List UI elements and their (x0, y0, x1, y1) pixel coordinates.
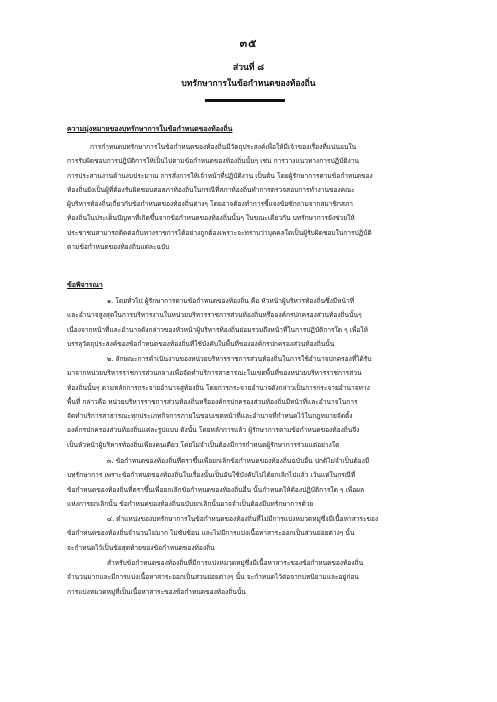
text-line: การกำหนดบทรักษาการในข้อกำหนดของท้องถิ่นมีวัตถุประสงค์เพื่อให้มีเจ้าของเรื่องที่แน่นอนใน (90, 143, 357, 151)
text-line: จะกำหนดไว้เป็นข้อสุดท้ายของข้อกำหนดของท้องถิ่น (67, 543, 215, 552)
text-line: ๔. ตำแหน่งของบทรักษาการในข้อกำหนดของท้องถิ่นที่ไม่มีการแบ่งหมวดหมู่ซึ่งมีเนื้อหาสาระของ (107, 515, 379, 523)
consideration-2 (67, 352, 437, 452)
text-line: ๑. โดยทั่วไป ผู้รักษาการตามข้อกำหนดของท้องถิ่น คือ หัวหน้าผู้บริหารท้องถิ่นซึ่งมีหน้าที่ (107, 297, 355, 305)
text-line: จัดทำบริการสาธารณะทุกประเภทกิจการภายในขอบเขตหน้าที่และอำนาจที่กำหนดไว้ในกฎหมายจัดตั้ง (67, 412, 353, 421)
text-line: การแบ่งหมวดหมู่ที่เป็นเนื้อหาสาระของข้อกำหนดของท้องถิ่นนั้น (67, 587, 246, 596)
text-line: องค์กรปกครองส่วนท้องถิ่นแต่ละรูปแบบ ดังนั้น โดยหลักการแล้ว ผู้รักษาการตามข้อกำหนดของท้องถิ่นจึง (67, 426, 360, 435)
text-line: ๒. ลักษณะการดำเนินงานของหน่วยบริหารราชการส่วนท้องถิ่นในการใช้อำนาจปกครองที่ได้รับ (107, 355, 372, 363)
text-line: แห่งการยกเลิกนั้น ข้อกำหนดของท้องถิ่นฉบับยกเลิกนั้นอาจจำเป็นต้องมีบทรักษาการด้วย (67, 499, 314, 508)
text-line: ประชาชนสามารถติดต่อกับทางราชการได้อย่างถูกต้องเพราะจะทราบว่าบุคคลใดเป็นผู้รับผิดชอบในการปฏิบัติ (67, 228, 372, 237)
text-line: ตามข้อกำหนดของท้องถิ่นแต่ละฉบับ (67, 243, 170, 252)
consideration-4-continued (67, 556, 437, 599)
chapter-label: ส่วนที่ ๘ (233, 63, 264, 73)
text-line: ท้องถิ่นในประเด็นปัญหาที่เกิดขึ้นจากข้อกำหนดของท้องถิ่นนั้นๆ ในขณะเดียวกัน บทรักษาการยังช่วยให้ (67, 214, 355, 223)
text-line: ผู้บริหารท้องถิ่นเกี่ยวกับข้อกำหนดของท้องถิ่นต่างๆ โดยอาจต้องทำการชี้แจงข้อซักถามจากสมาชิกสภา (67, 200, 353, 209)
text-line: ท้องถิ่นยังเป็นผู้ที่ต้องรับผิดชอบต่อสภาท้องถิ่นในกรณีที่สภาท้องถิ่นทำการตรวจสอบการทำงานของคณะ (67, 185, 355, 194)
consideration-1 (67, 294, 437, 351)
text-line: การประสานงานด้านงบประมาณ การสั่งการให้เจ้าหน้าที่ปฏิบัติงาน เป็นต้น โดยผู้รักษาการตามข้อกำหนดของ (67, 171, 373, 180)
section-heading-purpose: ความมุ่งหมายของบทรักษาการในข้อกำหนดของท้องถิ่น (67, 124, 233, 133)
text-line: เป็นหัวหน้าผู้บริหารท้องถิ่นเพียงคนเดียว โดยไม่จำเป็นต้องมีการกำหนดผู้รักษาการร่วมแต่อย่างใด (67, 440, 340, 449)
text-line: พื้นที่ กล่าวคือ หน่วยบริหารราชการส่วนท้องถิ่นหรือองค์กรปกครองส่วนท้องถิ่นมีหน้าที่และอำนาจในการ (67, 397, 358, 406)
text-line: และอำนาจสูงสุดในการบริหารงานในหน่วยบริหารราชการส่วนท้องถิ่นหรือองค์กรปกครองส่วนท้องถิ่นนั้นๆ (67, 311, 362, 320)
title-rule (205, 99, 285, 102)
text-line: ข้อกำหนดของท้องถิ่นที่ตราขึ้นเพื่อยกเลิกข้อกำหนดของท้องถิ่นอื่น นั้นกำหนดให้ต้องปฏิบัติการใด ๆ เพื่อผล (67, 485, 365, 494)
text-line: ๓. ข้อกำหนดของท้องถิ่นที่ตราขึ้นเพื่อยกเลิกข้อกำหนดของท้องถิ่นฉบับอื่น ปกติไม่จำเป็นต้องมี (107, 457, 370, 465)
text-line: บทรักษาการ เพราะข้อกำหนดของท้องถิ่นในเรื่องนั้นเป็นอันใช้บังคับไปได้ยกเลิกไปแล้ว เว้นแต่ในกรณีที่ (67, 471, 356, 480)
text-line: เนื่องจากหน้าที่และอำนาจดังกล่าวของหัวหน้าผู้บริหารท้องถิ่นย่อมรวมถึงหน้าที่ในการปฏิบัติการใด ๆ เพื่อให้ (67, 325, 368, 334)
text-line: จำนวนมากและมีการแบ่งเนื้อหาสาระออกเป็นส่วนย่อยต่างๆ นั้น จะกำหนดไว้ต่อจากบทนิยามและอยู่ก่อน (67, 573, 359, 582)
text-line: การรับผิดชอบการปฏิบัติการให้เป็นไปตามข้อกำหนดของท้องถิ่นนั้นๆ เช่น การวางแนวทางการปฏิบัติงาน (67, 157, 359, 166)
consideration-3 (67, 454, 437, 511)
text-line: ท้องถิ่นนั้นๆ ตามหลักการกระจายอำนาจสู่ท้องถิ่น โดยการกระจายอำนาจดังกล่าวเป็นการกระจายอำนาจทาง (67, 383, 370, 392)
text-line: บรรลุวัตถุประสงค์ของข้อกำหนดของท้องถิ่นที่ใช้บังคับในพื้นที่ขององค์กรปกครองส่วนท้องถิ่นนั้น (67, 339, 335, 348)
text-line: ข้อกำหนดของท้องถิ่นจำนวนไม่มาก ไม่ซับซ้อน และไม่มีการแบ่งเนื้อหาสาระออกเป็นส่วนย่อยต่างๆ นั้น (67, 529, 355, 538)
text-line: มาจากหน่วยบริหารราชการส่วนกลางเพื่อจัดทำบริการสาธารณะในเขตพื้นที่ของหน่วยบริหารราชการส่วน (67, 369, 362, 378)
consideration-4 (67, 512, 437, 555)
section-purpose-body (67, 140, 437, 254)
section-heading-considerations: ข้อพิจารณา (67, 280, 103, 289)
page-number: ๓๕ (239, 37, 258, 50)
text-line: สำหรับข้อกำหนดของท้องถิ่นที่มีการแบ่งหมวดหมู่ซึ่งมีเนื้อหาสาระของข้อกำหนดของท้องถิ่น (107, 559, 364, 567)
chapter-title: บทรักษาการในข้อกำหนดของท้องถิ่น (181, 79, 316, 89)
